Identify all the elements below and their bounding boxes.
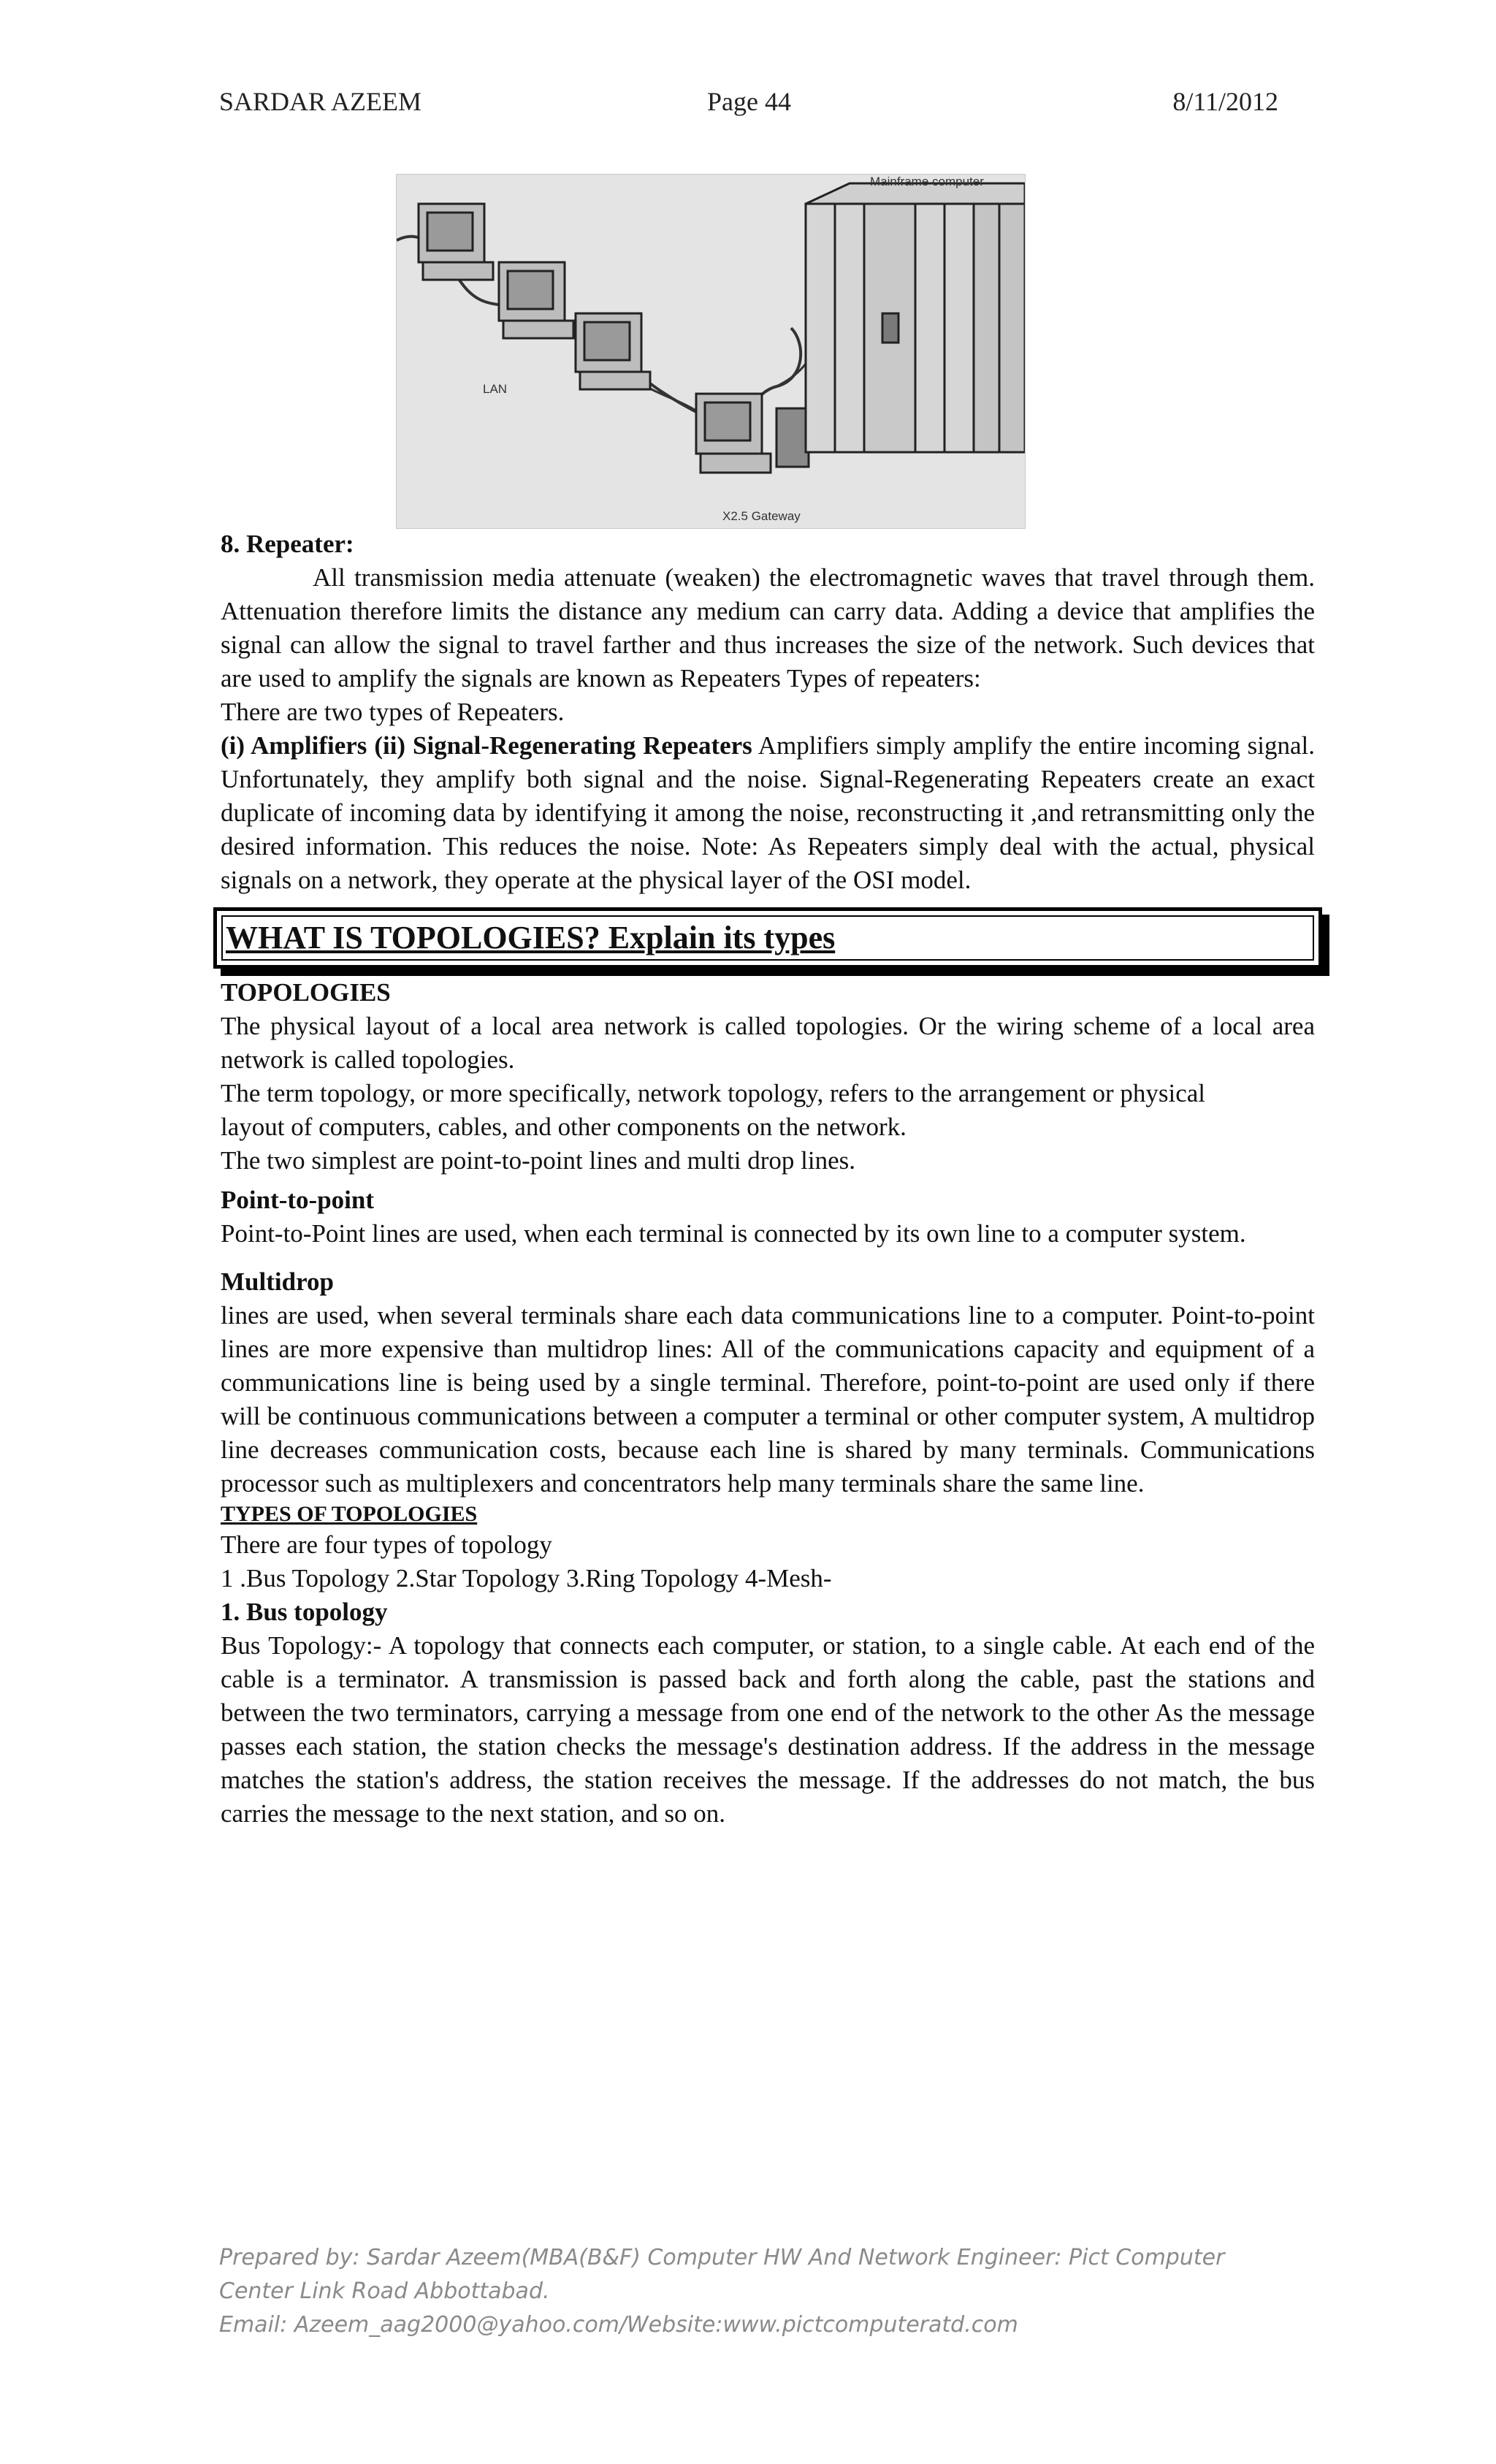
point-to-point-text: Point-to-Point lines are used, when each terminal is connected by its own line to a computer system.	[221, 1219, 1246, 1248]
topologies-banner-title: WHAT IS TOPOLOGIES? Explain its types	[221, 915, 1314, 961]
repeater-types-paragraph	[221, 729, 1315, 897]
footer-line-2: Center Link Road Abbottabad.	[219, 2278, 550, 2304]
header-author: SARDAR AZEEM	[219, 87, 422, 116]
topologies-term: The term topology, or more specifically, network topology, refers to the arrangement or physical	[221, 1079, 1206, 1107]
point-to-point-heading: Point-to-point	[221, 1186, 374, 1214]
page-footer	[219, 2241, 1315, 2342]
topologies-banner	[213, 907, 1322, 969]
header-page-number: Page 44	[707, 87, 791, 116]
label-lan: LAN	[483, 382, 508, 396]
label-gateway: X2.5 Gateway	[722, 509, 801, 523]
repeater-types-bold: (i) Amplifiers (ii) Signal-Regenerating Repeaters	[221, 731, 752, 760]
footer-line-3: Email: Azeem_aag2000@yahoo.com/Website:www.pictcomputeratd.com	[219, 2312, 1018, 2338]
header-date: 8/11/2012	[1172, 87, 1278, 116]
types-of-topologies-heading: TYPES OF TOPOLOGIES	[221, 1502, 478, 1526]
multidrop-heading: Multidrop	[221, 1267, 334, 1296]
repeater-heading: 8. Repeater:	[221, 530, 354, 558]
types-list: 1 .Bus Topology 2.Star Topology 3.Ring Topology 4-Mesh-	[221, 1564, 832, 1593]
multidrop-text: lines are used, when several terminals share each data communications line to a computer. Point-to-point lines are more expensive than multidrop lines: All of the communications capacity and equipment of a communications line is being used by a single terminal. Therefore, point-to-point are used only if there will be continuous communications between a computer a terminal or other computer system, A multidrop line decreases communication costs, because each line is shared by many terminals. Communications processor such as multiplexers and concentrators help many terminals share the same line.	[221, 1301, 1315, 1498]
repeater-types-intro: There are two types of Repeaters.	[221, 698, 565, 726]
network-drawing	[397, 175, 1025, 528]
bus-topology-heading: 1. Bus topology	[221, 1598, 388, 1626]
footer-line-1: Prepared by: Sardar Azeem(MBA(B&F) Computer HW And Network Engineer: Pict Computer	[219, 2245, 1225, 2270]
repeater-types-text: Amplifiers simply amplify the entire incoming signal. Unfortunately, they amplify both signal and the noise. Signal-Regenerating Repeaters create an exact duplicate of incoming data by identifying it among the noise, reconstructing it ,and retransmitting only the desired information. This reduces the noise. Note: As Repeaters simply deal with the actual, physical signals on a network, they operate at the physical layer of the OSI model.	[221, 731, 1315, 894]
label-mainframe: Mainframe computer	[870, 175, 984, 188]
repeater-paragraph: All transmission media attenuate (weaken) the electromagnetic waves that travel through them. Attenuation therefore limits the distance any medium can carry data. Adding a device that amplifies the signal can allow the signal to travel farther and thus increases the size of the network. Such devices that are used to amplify the signals are known as Repeaters Types of repeaters:	[221, 563, 1315, 693]
page-body	[221, 527, 1315, 1831]
page-header	[219, 86, 1278, 123]
types-intro: There are four types of topology	[221, 1530, 552, 1559]
topologies-heading: TOPOLOGIES	[221, 978, 391, 1007]
topologies-layout: layout of computers, cables, and other components on the network.	[221, 1113, 907, 1141]
network-illustration	[396, 174, 1026, 529]
bus-topology-text: Bus Topology:- A topology that connects each computer, or station, to a single cable. At each end of the cable is a terminator. A transmission is passed back and forth along the cable, past the stations and between the two terminators, carrying a message from one end of the network to the other As the message passes each station, the station checks the message's destination address. If the address in the message matches the station's address, the station receives the message. If the addresses do not match, the bus carries the message to the next station, and so on.	[221, 1631, 1315, 1828]
topologies-simplest: The two simplest are point-to-point lines and multi drop lines.	[221, 1146, 856, 1175]
topologies-definition: The physical layout of a local area network is called topologies. Or the wiring scheme of a local area network is called topologies.	[221, 1012, 1315, 1074]
